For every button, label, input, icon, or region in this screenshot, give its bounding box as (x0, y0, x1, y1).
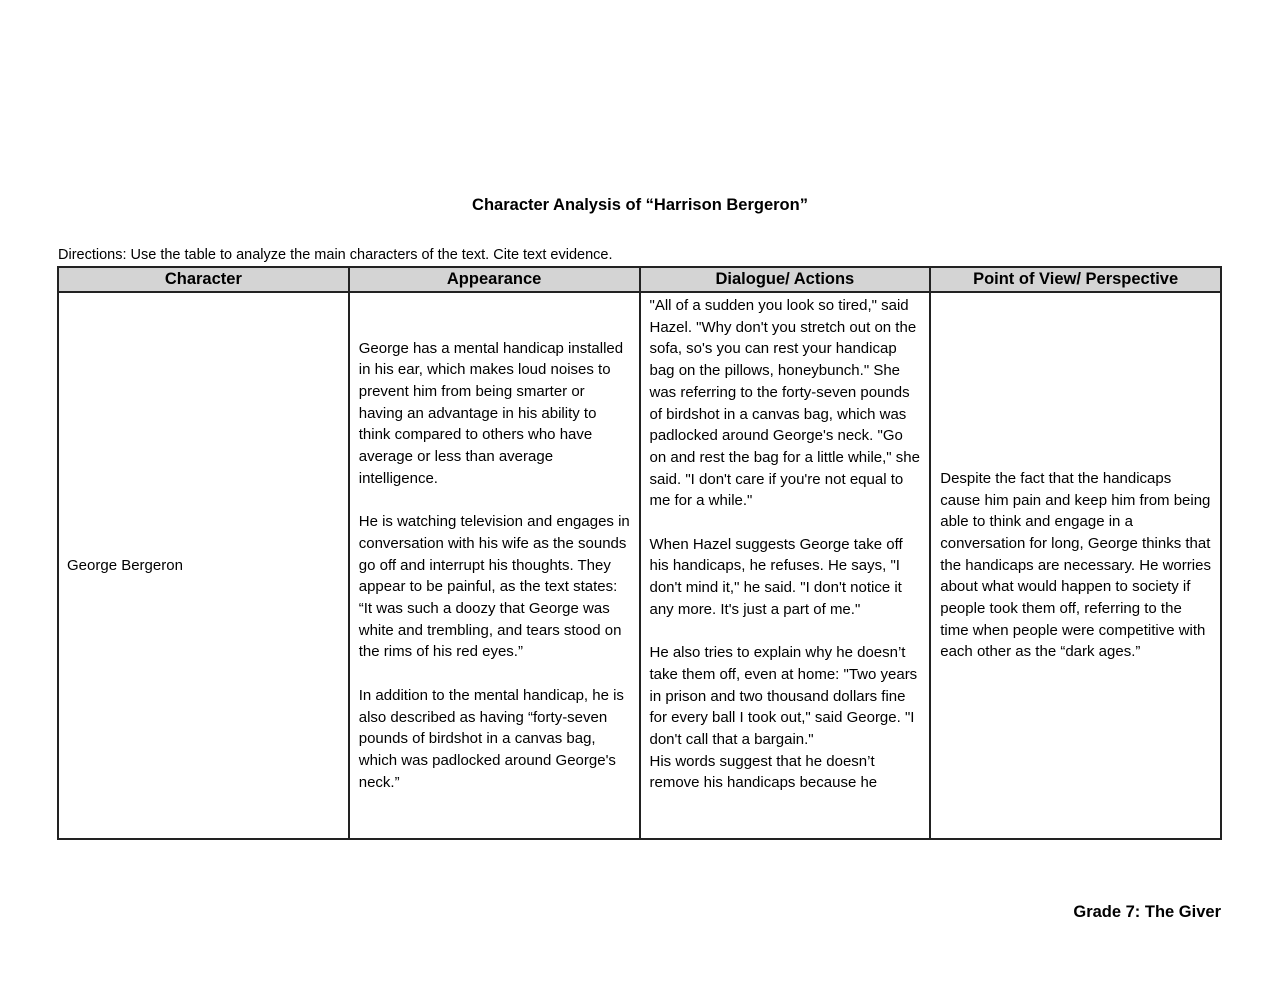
character-name: George Bergeron (67, 556, 183, 574)
character-analysis-table (57, 266, 1222, 840)
table-row (58, 292, 1221, 839)
appearance-cell (349, 292, 640, 839)
header-character: Character (58, 267, 349, 292)
table-header (58, 267, 1221, 292)
dialogue-cell (640, 292, 931, 839)
character-cell (58, 292, 349, 839)
dialogue-paragraph: When Hazel suggests George take off his handicaps, he refuses. He says, "I don't mind it," he said. "I don't notice it any more. It's just a part of me." (649, 535, 903, 618)
appearance-paragraph: In addition to the mental handicap, he is also described as having “forty-seven pounds of birdshot in a canvas bag, which was padlocked around George's neck.” (358, 686, 624, 791)
dialogue-paragraph: He also tries to explain why he doesn’t take them off, even at home: "Two years in prison and two thousand dollars fine for every ball I took out," said George. "I don't call that a bargain." (649, 644, 918, 749)
dialogue-paragraph: His words suggest that he doesn’t remove his handicaps because he (649, 752, 878, 792)
directions-text: Directions: Use the table to analyze the main characters of the text. Cite text evidence. (58, 247, 613, 263)
dialogue-paragraph: "All of a sudden you look so tired," said Hazel. "Why don't you stretch out on the sofa, so's you can rest your handicap bag on the pillows, honeybunch." She was referring to the forty-seven pounds of birdshot in a canvas bag, which was padlocked around George's neck. "Go on and rest the bag for a little while," she said. "I don't care if you're not equal to me for a while." (649, 297, 920, 510)
header-row (58, 267, 1221, 292)
header-appearance: Appearance (349, 267, 640, 292)
pov-paragraph: Despite the fact that the handicaps cause him pain and keep him from being able to think and engage in a conversation for long, George thinks that the handicaps are necessary. He worries about what would happen to society if people took them off, referring to the time when people were competitive with each other as the “dark ages.” (940, 469, 1211, 661)
footer-label: Grade 7: The Giver (1073, 903, 1221, 921)
appearance-paragraph: He is watching television and engages in conversation with his wife as the sounds go off and interrupt his thoughts. They appear to be painful, as the text states: “It was such a doozy that George was white and trembling, and tears stood on the rims of his red eyes.” (358, 513, 630, 661)
header-dialogue-actions: Dialogue/ Actions (640, 267, 931, 292)
header-point-of-view: Point of View/ Perspective (930, 267, 1221, 292)
pov-cell (930, 292, 1221, 839)
page-title: Character Analysis of “Harrison Bergeron” (472, 196, 808, 214)
appearance-paragraph: George has a mental handicap installed in his ear, which makes loud noises to prevent him from being smarter or having an advantage in his ability to think compared to others who have average or less than average intelligence. (358, 339, 624, 487)
